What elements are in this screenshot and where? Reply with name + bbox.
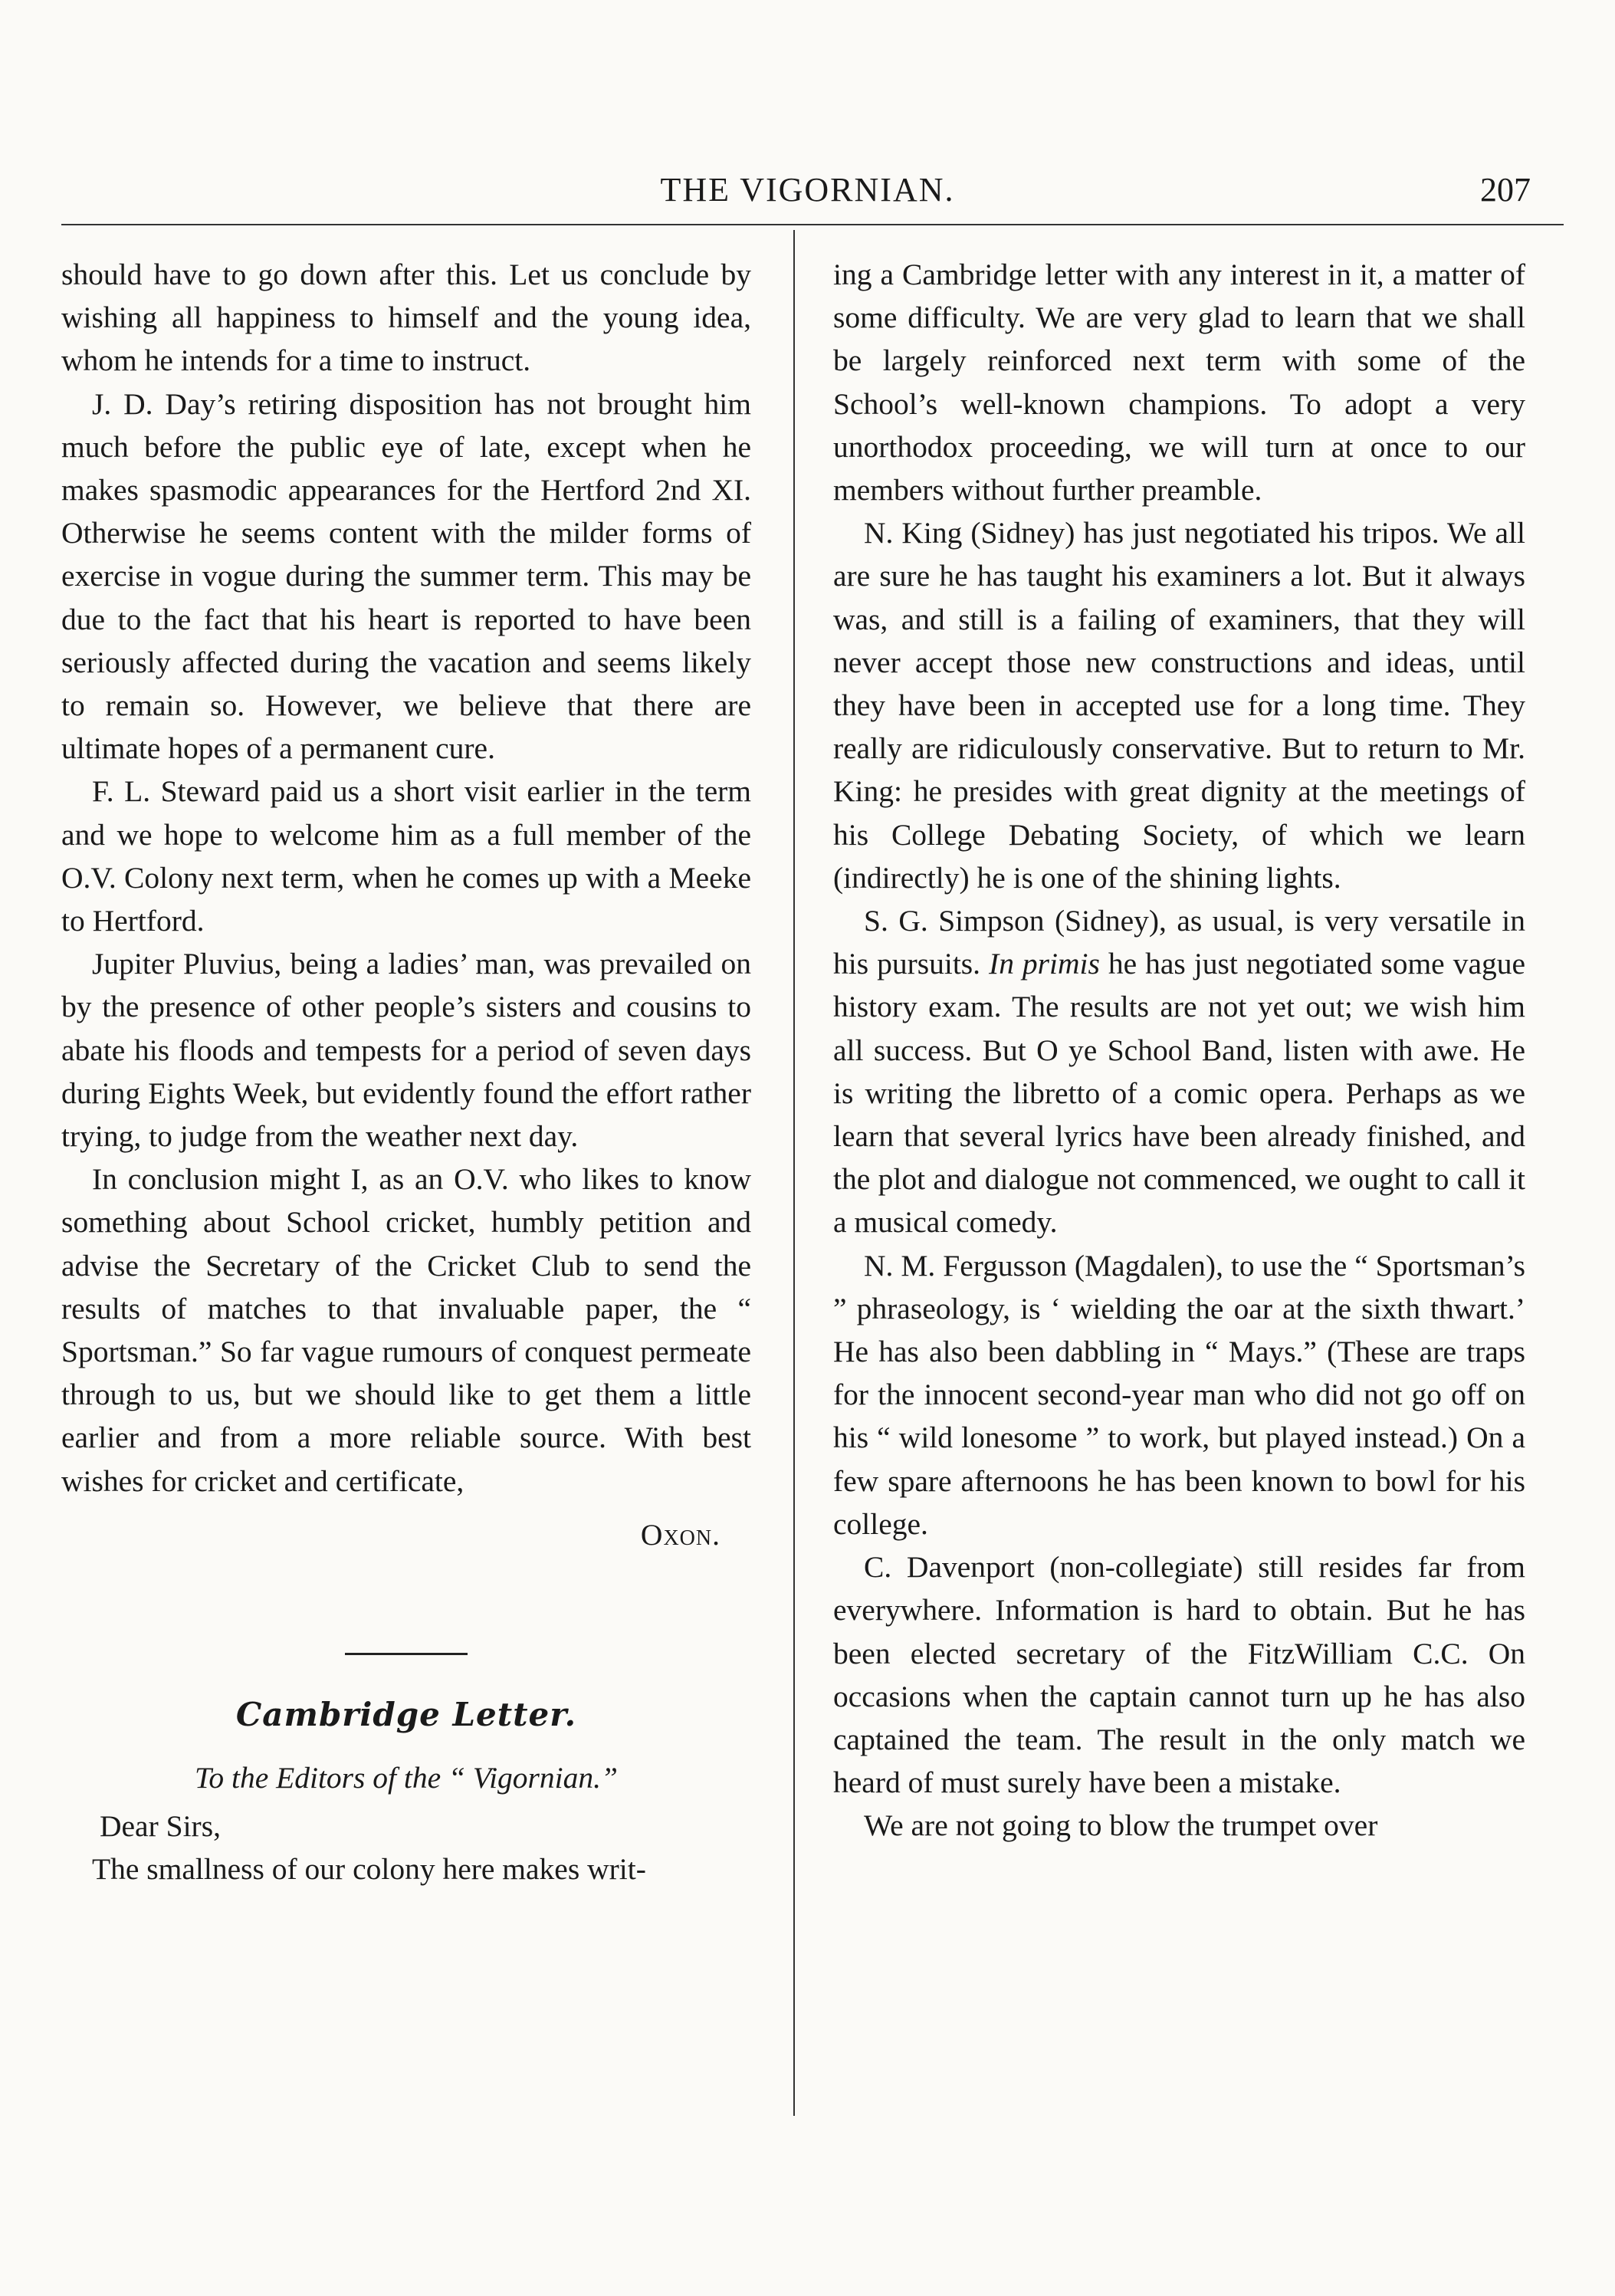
paragraph: We are not going to blow the trumpet over [864, 1808, 1378, 1843]
paragraph: should have to go down after this. Let us conclude by wishing all happiness to himself and the young idea, whom he intends for a time to instruct. [61, 258, 751, 378]
paragraph: J. D. Day’s retiring disposition has not brought him much before the public eye of late, except when he makes spasmodic appearances for the Hertford 2nd XI. Otherwise he seems content with the milder forms of exercise in vogue during the summer term. This may be due to the fact that his heart is reported to have been seriously affected during the vacation and seems likely to remain so. However, we believe that there are ultimate hopes of a permanent cure. [61, 386, 751, 766]
paragraph: N. King (Sidney) has just negotiated his tripos. We all are sure he has taught his examiners a lot. But it always was, and still is a failing of examiners, that they will never accept those new constructions and ideas, until they have been in accepted use for a long time. They really are ridiculously conservative. But to return to Mr. King: he presides with great dignity at the meetings of his College Debating Society, of which we learn (indirectly) he is one of the shining lights. [833, 516, 1525, 895]
paragraph: In conclusion might I, as an O.V. who likes to know something about School cricket, humbly petition and advise the Secretary of the Cricket Club to send the results of matches to that invaluable paper, the “ Sportsman.” So far vague rumours of conquest permeate through to us, but we should like to get them a little earlier and from a more reliable source. With best wishes for cricket and certificate, [61, 1162, 751, 1498]
left-column [61, 253, 751, 1890]
italic-phrase: In primis [989, 947, 1100, 981]
letter-heading: Cambridge Letter. [235, 1696, 577, 1734]
paragraph: Jupiter Pluvius, being a ladies’ man, was prevailed on by the presence of other people’s sisters and cousins to abate his floods and tempests for a period of seven days during Eights Week, but evidently found the effort rather trying, to judge from the weather next day. [61, 947, 751, 1154]
paragraph: The smallness of our colony here makes writ- [92, 1851, 646, 1886]
column-divider [793, 230, 795, 2116]
paragraph: N. M. Fergusson (Magdalen), to use the “ Sportsman’s ” phraseology, is ‘ wielding the oar at the sixth thwart.’ He has also been dabbling in “ Mays.” (These are traps for the innocent second-year man who did not go off on his “ wild lonesome ” to work, but played instead.) On a few spare afternoons he has been known to bowl for his college. [833, 1248, 1525, 1541]
paragraph: C. Davenport (non-collegiate) still resides far from everywhere. Information is hard to obtain. But he has been elected secretary of the FitzWilliam C.C. On occasions when the captain cannot turn up he has also captained the team. The result in the only match we heard of must surely have been a mistake. [833, 1550, 1525, 1800]
paragraph: F. L. Steward paid us a short visit earlier in the term and we hope to welcome him as a full member of the O.V. Colony next term, when he comes up with a Meeke to Hertford. [61, 774, 751, 938]
salutation: Dear Sirs, [100, 1808, 221, 1843]
paragraph [833, 899, 1525, 1244]
paragraph: ing a Cambridge letter with any interest in it, a matter of some difficulty. We are very glad to learn that we shall be largely reinforced next term with some of the School’s well-known champions. To adopt a very unorthodox proceeding, we will turn at once to our members without further preamble. [833, 258, 1525, 507]
addressee: To the Editors of the “ Vigornian.” [195, 1761, 618, 1795]
journal-title: THE VIGORNIAN. [660, 171, 955, 209]
section-separator [345, 1653, 468, 1655]
paragraph-text: S. G. Simpson (Sidney), as usual, is very versatile in his pursuits. [833, 904, 1525, 981]
page-number: 207 [1480, 171, 1531, 209]
paragraph-text: he has just negotiated some vague history exam. The results are not yet out; we wish him all success. But O ye School Band, listen with awe. He is writing the libretto of a comic opera. Perhaps as we learn that several lyrics have been already finished, and the plot and dialogue not commenced, we ought to call it a musical comedy. [833, 947, 1526, 1240]
running-head [0, 170, 1615, 216]
signature: Oxon. [640, 1517, 721, 1552]
header-rule [61, 224, 1564, 225]
right-column [833, 253, 1525, 1848]
